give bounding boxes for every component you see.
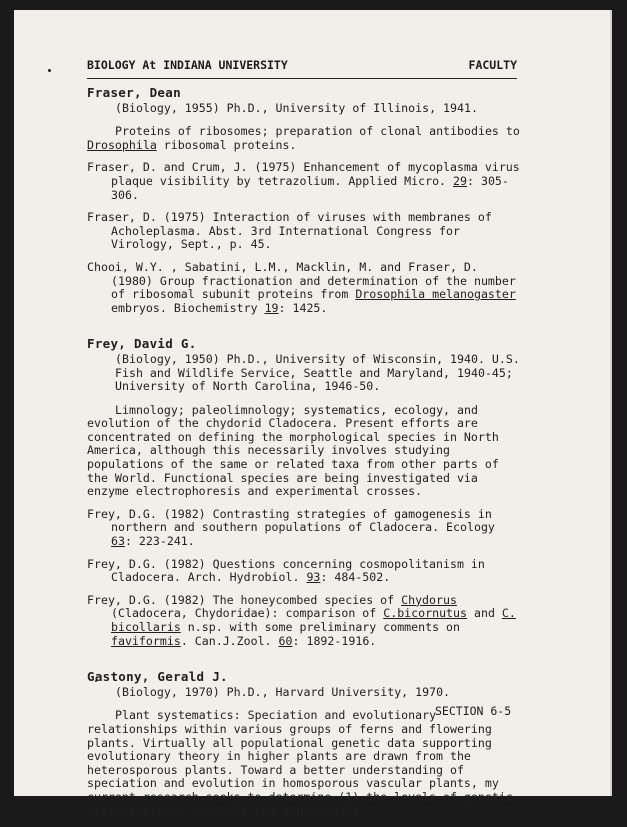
- faculty-degree: (Biology, 1955) Ph.D., University of Illinois, 1941.: [115, 100, 478, 115]
- faculty-degree: (Biology, 1950) Ph.D., University of Wisconsin, 1940. U.S. Fish and Wildlife Service, Seattle and Maryland, 1940-45; University of North Carolina, 1946-50.: [115, 351, 520, 394]
- faculty-entry: [87, 337, 522, 648]
- faculty-entry: [87, 670, 522, 818]
- publication: Fraser, D. (1975) Interaction of viruses with membranes of Acholeplasma. Abst. 3rd International Congress for Virology, Sept., p. 45.: [87, 210, 492, 252]
- page-mark: [48, 69, 51, 72]
- research-interests: Plant systematics: Speciation and evolutionary relationships within various groups of ferns and flowering plants. Virtually all populational genetic data supporting evolutionary theory in higher plants are drawn from the heterosporous plants. Toward a better understanding of speciation and evolution in homosporous vascular plants, my current research seeks to determine (1) the levels of genetic variability in sexually and apogamously: [87, 708, 513, 818]
- page-footer: SECTION 6-5: [435, 704, 512, 718]
- page-edge: [610, 10, 612, 796]
- header-section: FACULTY: [468, 58, 517, 72]
- faculty-name: Fraser, Dean: [87, 85, 181, 100]
- publication: Chooi, W.Y. , Sabatini, L.M., Macklin, M. and Fraser, D. (1980) Group fractionation and determination of the number of ribosomal subunit proteins from Drosophila melanogaster embryos. Biochemistry 19: 1425.: [87, 259, 516, 315]
- research-interests: Proteins of ribosomes; preparation of clonal antibodies to Drosophila ribosomal proteins.: [87, 124, 520, 152]
- page-header: [87, 58, 517, 79]
- publication: Fraser, D. and Crum, J. (1975) Enhancement of mycoplasma virus plaque visibility by tetrazolium. Applied Micro. 29: 305-306.: [87, 160, 520, 202]
- research-interests: Limnology; paleolimnology; systematics, ecology, and evolution of the chydorid Cladocera. Present efforts are concentrated on defining the morphological species in North America, although this necessarily involves studying populations of the same or related taxa from other parts of the World. Functional species are being investigated via enzyme electrophoresis and experimental crosses.: [87, 402, 499, 499]
- faculty-degree: (Biology, 1970) Ph.D., Harvard University, 1970.: [115, 684, 451, 699]
- faculty-entry: [87, 86, 522, 315]
- header-department: BIOLOGY At INDIANA UNIVERSITY: [87, 58, 288, 72]
- publication: Frey, D.G. (1982) Questions concerning cosmopolitanism in Cladocera. Arch. Hydrobiol. 93: 484-502.: [87, 556, 485, 585]
- faculty-name: Frey, David G.: [87, 336, 197, 352]
- faculty-name: Gastony, Gerald J.: [87, 669, 228, 685]
- publication: Frey, D.G. (1982) Contrasting strategies of gamogenesis in northern and southern populations of Cladocera. Ecology 63: 223-241.: [87, 506, 495, 549]
- publication: Frey, D.G. (1982) The honeycombed species of Chydorus (Cladocera, Chydoridae): comparison of C.bicornutus and C. bicollaris n.sp. with some preliminary comments on faviformis. Can.J.Zool. 60: 1892-1916.: [87, 592, 516, 648]
